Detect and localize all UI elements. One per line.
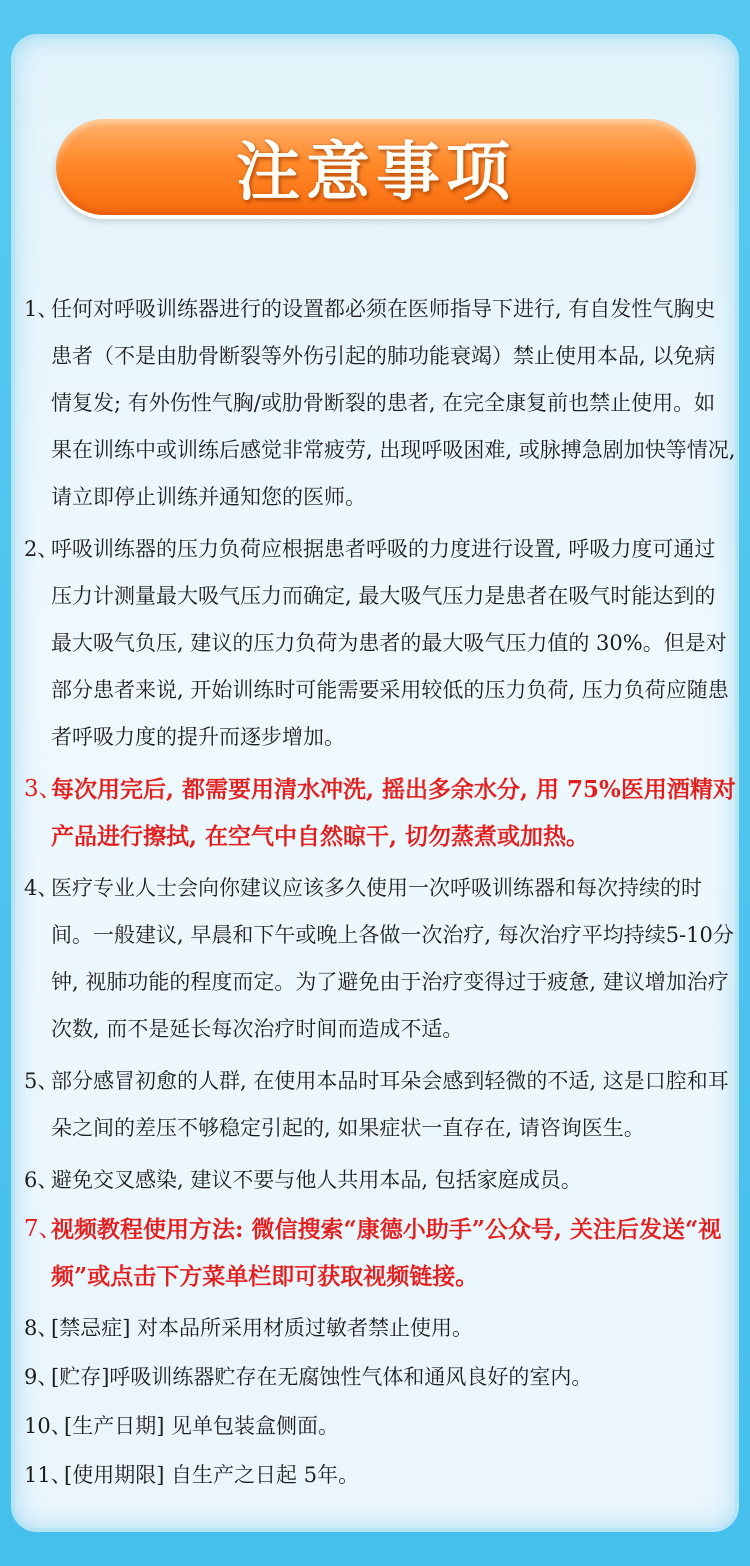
item-number: 7、 bbox=[24, 1216, 62, 1242]
page-title: 注意事项 bbox=[236, 135, 516, 210]
list-item bbox=[24, 286, 736, 521]
list-item-video-tutorial bbox=[24, 1206, 736, 1300]
item-number: 4、 bbox=[24, 876, 59, 900]
item-text: 避免交叉感染, 建议不要与他人共用本品, 包括家庭成员。 bbox=[51, 1168, 582, 1192]
notice-list bbox=[24, 286, 736, 1501]
item-text: 任何对呼吸训练器进行的设置都必须在医师指导下进行, 有自发性气胸史患者（不是由肋骨断裂等外伤引起的肺功能衰竭）禁止使用本品, 以免病情复发; 有外伤性气胸/或肋骨断裂的患者, 在完全康复前也禁止使用。如果在训练中或训练后感觉非常疲劳, 出现呼吸困难, 或脉搏急剧加快等情况, 请立即停止训练并通知您的医师。 bbox=[51, 297, 736, 509]
item-number: 3、 bbox=[24, 776, 62, 802]
item-number: 1、 bbox=[24, 297, 59, 321]
item-text: 每次用完后, 都需要用清水冲洗, 摇出多余水分, 用 75%医用酒精对产品进行擦拭, 在空气中自然晾干, 切勿蒸煮或加热。 bbox=[51, 776, 736, 850]
item-text: [使用期限] 自生产之日起 5年。 bbox=[64, 1463, 360, 1487]
list-item bbox=[24, 526, 736, 761]
list-item-warning bbox=[24, 766, 736, 860]
item-number: 8、 bbox=[24, 1316, 59, 1340]
list-item bbox=[24, 1403, 736, 1450]
item-text: [贮存]呼吸训练器贮存在无腐蚀性气体和通风良好的室内。 bbox=[51, 1365, 593, 1389]
list-item bbox=[24, 865, 736, 1053]
item-number: 11、 bbox=[24, 1463, 72, 1487]
item-number: 2、 bbox=[24, 537, 59, 561]
list-item bbox=[24, 1157, 736, 1204]
list-item bbox=[24, 1354, 736, 1401]
item-text: 呼吸训练器的压力负荷应根据患者呼吸的力度进行设置, 呼吸力度可通过压力计测量最大吸气压力而确定, 最大吸气压力是患者在吸气时能达到的最大吸气负压, 建议的压力负荷为患者的最大吸气压力值的 30%。但是对部分患者来说, 开始训练时可能需要采用较低的压力负荷, 压力负荷应随患者呼吸力度的提升而逐步增加。 bbox=[51, 537, 729, 749]
item-text: [生产日期] 见单包装盒侧面。 bbox=[64, 1414, 340, 1438]
item-number: 6、 bbox=[24, 1168, 59, 1192]
title-banner bbox=[56, 119, 696, 215]
list-item bbox=[24, 1305, 736, 1352]
item-number: 9、 bbox=[24, 1365, 59, 1389]
item-text: 视频教程使用方法: 微信搜索“康德小助手”公众号, 关注后发送“视频”或点击下方菜单栏即可获取视频链接。 bbox=[51, 1216, 722, 1290]
list-item bbox=[24, 1058, 736, 1152]
item-number: 10、 bbox=[24, 1414, 72, 1438]
list-item bbox=[24, 1452, 736, 1499]
item-text: 医疗专业人士会向你建议应该多久使用一次呼吸训练器和每次持续的时间。一般建议, 早晨和下午或晚上各做一次治疗, 每次治疗平均持续5-10分钟, 视肺功能的程度而定。为了避免由于治疗变得过于疲惫, 建议增加治疗次数, 而不是延长每次治疗时间而造成不适。 bbox=[51, 876, 734, 1041]
item-number: 5、 bbox=[24, 1069, 59, 1093]
item-text: [禁忌症] 对本品所采用材质过敏者禁止使用。 bbox=[51, 1316, 474, 1340]
item-text: 部分感冒初愈的人群, 在使用本品时耳朵会感到轻微的不适, 这是口腔和耳朵之间的差压不够稳定引起的, 如果症状一直存在, 请咨询医生。 bbox=[51, 1069, 729, 1140]
